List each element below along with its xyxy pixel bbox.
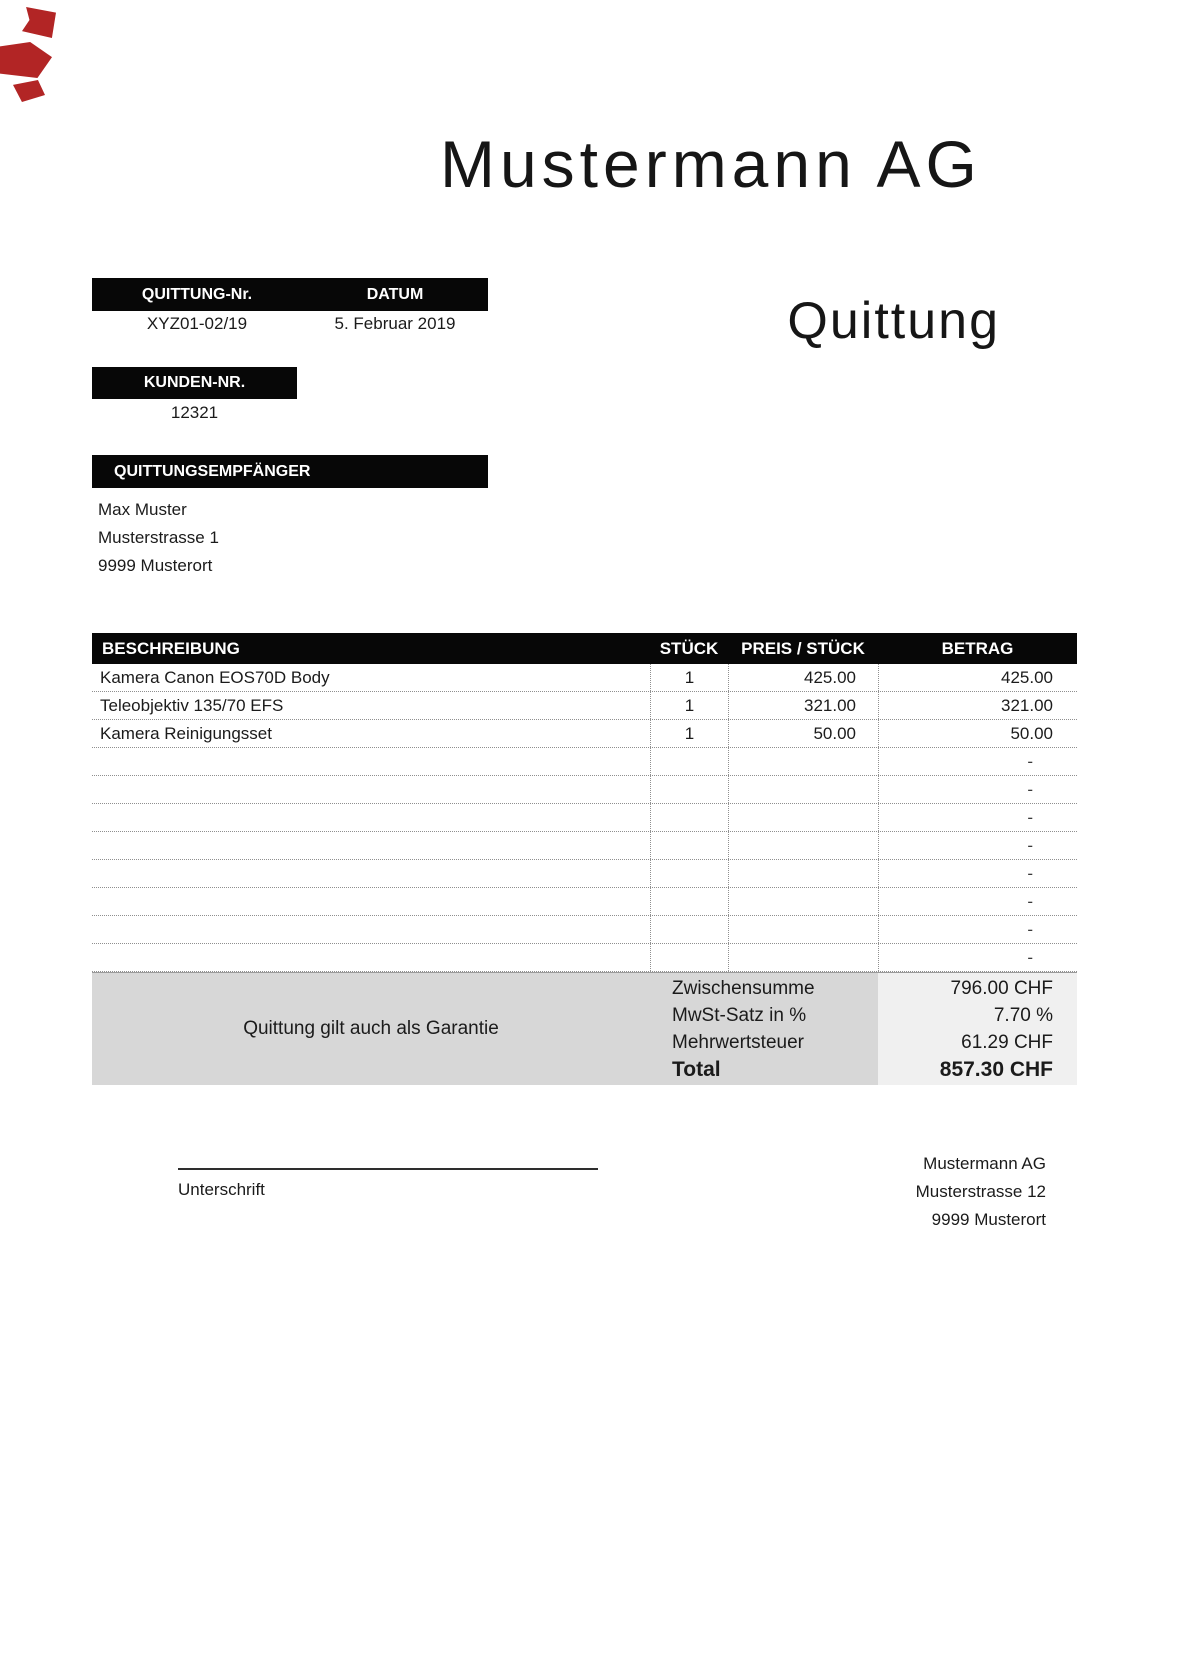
table-cell [650, 888, 728, 915]
col-header-description: BESCHREIBUNG [102, 638, 240, 658]
receipt-no-label: QUITTUNG-Nr. [141, 285, 253, 303]
table-cell [728, 804, 878, 831]
table-cell: - [878, 832, 1077, 859]
table-cell [728, 888, 878, 915]
receipt-meta-header [92, 278, 488, 311]
customer-no-header [92, 367, 297, 399]
recipient-header [92, 455, 488, 488]
table-cell [92, 860, 650, 887]
table-cell [650, 944, 728, 971]
signature-label: Unterschrift [178, 1180, 265, 1199]
guarantee-note: Quittung gilt auch als Garantie [243, 1018, 499, 1039]
company-title: Mustermann AG [440, 127, 982, 201]
table-cell [650, 776, 728, 803]
table-empty-row [92, 748, 1077, 776]
summary-row-value: 796.00 CHF [950, 977, 1053, 999]
table-empty-row [92, 804, 1077, 832]
red-corner-mark [13, 80, 45, 102]
summary-values [878, 973, 1077, 1085]
table-cell: 425.00 [878, 664, 1077, 691]
table-cell: - [878, 860, 1077, 887]
signature-line [178, 1168, 598, 1170]
table-cell: 50.00 [878, 720, 1077, 747]
table-cell [650, 860, 728, 887]
items-table-body [92, 664, 1077, 972]
recipient-name: Max Muster [98, 500, 187, 519]
recipient-street: Musterstrasse 1 [98, 528, 219, 547]
table-row [92, 720, 1077, 748]
summary-row-value: 61.29 CHF [961, 1031, 1053, 1053]
red-corner-mark [0, 42, 52, 78]
table-cell: 1 [650, 692, 728, 719]
table-cell: Teleobjektiv 135/70 EFS [100, 695, 284, 715]
footer-company-name: Mustermann AG [923, 1154, 1046, 1173]
table-cell: - [878, 944, 1077, 971]
table-cell [728, 832, 878, 859]
footer-company-street: Musterstrasse 12 [915, 1182, 1046, 1201]
customer-no-value: 12321 [170, 403, 219, 422]
table-cell: - [878, 776, 1077, 803]
date-label: DATUM [366, 285, 424, 303]
table-cell: - [878, 804, 1077, 831]
table-cell: 321.00 [878, 692, 1077, 719]
summary-labels [650, 973, 878, 1085]
table-cell [92, 776, 650, 803]
receipt-no-value: XYZ01-02/19 [146, 314, 248, 333]
col-header-unit-price: PREIS / STÜCK [741, 638, 865, 658]
table-cell [650, 804, 728, 831]
table-empty-row [92, 916, 1077, 944]
table-cell [92, 888, 650, 915]
table-cell [92, 748, 650, 775]
table-cell [92, 832, 650, 859]
table-cell: 1 [650, 664, 728, 691]
table-cell: 50.00 [728, 720, 878, 747]
col-header-amount: BETRAG [941, 638, 1014, 658]
recipient-city: 9999 Musterort [98, 556, 213, 575]
document-type-title: Quittung [787, 292, 1000, 350]
col-header-quantity: STÜCK [659, 638, 719, 658]
table-cell: - [878, 888, 1077, 915]
summary-row-value: 857.30 CHF [939, 1057, 1053, 1081]
summary-row-label: Total [672, 1057, 721, 1081]
summary-row-value: 7.70 % [993, 1004, 1053, 1026]
table-row [92, 664, 1077, 692]
table-cell [728, 916, 878, 943]
table-cell [728, 748, 878, 775]
red-corner-mark [22, 7, 56, 38]
table-row [92, 692, 1077, 720]
items-table-header [92, 633, 1077, 664]
table-cell [92, 944, 650, 971]
table-cell: 321.00 [728, 692, 878, 719]
summary-block [92, 972, 1077, 1085]
table-cell [728, 860, 878, 887]
table-cell [650, 748, 728, 775]
table-cell [650, 916, 728, 943]
table-cell: Kamera Reinigungsset [100, 723, 272, 743]
receipt-meta-values [92, 314, 488, 334]
table-empty-row [92, 776, 1077, 804]
table-cell: 425.00 [728, 664, 878, 691]
items-table [92, 633, 1077, 1085]
summary-left [92, 973, 878, 1085]
table-cell [728, 776, 878, 803]
table-cell [650, 832, 728, 859]
table-cell [92, 916, 650, 943]
table-cell: - [878, 748, 1077, 775]
summary-row-label: Mehrwertsteuer [672, 1031, 804, 1053]
footer-company-city: 9999 Musterort [931, 1210, 1046, 1229]
table-empty-row [92, 888, 1077, 916]
footer-company-address [916, 1150, 1046, 1234]
table-empty-row [92, 944, 1077, 972]
summary-row-label: MwSt-Satz in % [672, 1004, 807, 1026]
customer-no-label: KUNDEN-NR. [143, 374, 246, 391]
table-cell [92, 804, 650, 831]
recipient-address [98, 496, 219, 580]
table-empty-row [92, 832, 1077, 860]
table-cell: Kamera Canon EOS70D Body [100, 667, 330, 687]
summary-row-label: Zwischensumme [672, 977, 815, 999]
table-empty-row [92, 860, 1077, 888]
table-cell [728, 944, 878, 971]
date-value: 5. Februar 2019 [334, 314, 456, 333]
table-cell: - [878, 916, 1077, 943]
table-cell: 1 [650, 720, 728, 747]
recipient-label: QUITTUNGSEMPFÄNGER [114, 462, 311, 480]
